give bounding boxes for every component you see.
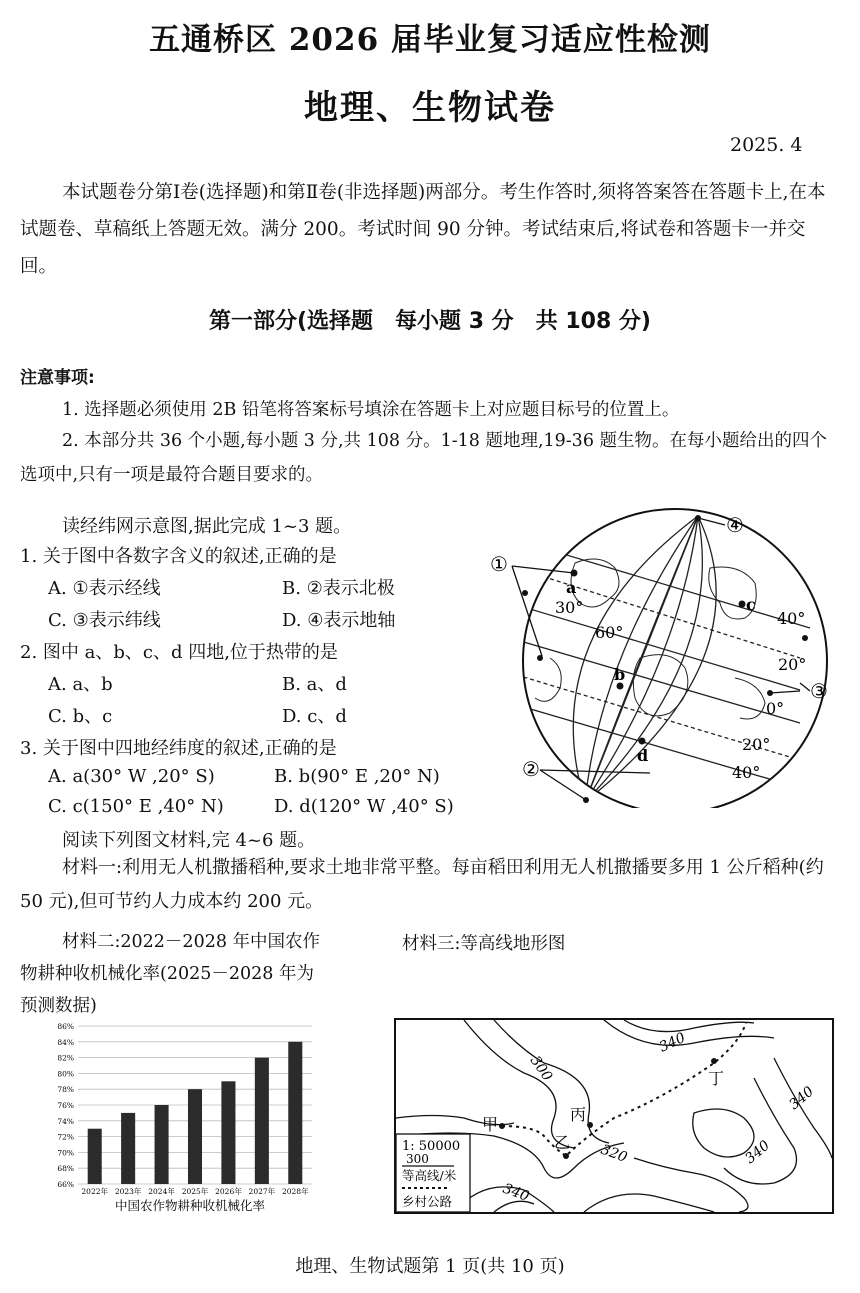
place-bing: 丙 [570, 1105, 587, 1124]
marker-4: ④ [726, 513, 744, 537]
material-2-line-2: 物耕种收机械化率(2025－2028 年为 [20, 964, 314, 984]
contour-label-340-lower-right: 340 [742, 1137, 774, 1168]
lat-label-40n: 40° [777, 609, 806, 628]
lat-label-0: 0° [766, 699, 785, 718]
point-b-label: b [614, 665, 626, 684]
lat-label-20n: 20° [778, 655, 807, 674]
chart-bar-2028年 [288, 1042, 302, 1184]
place-bing-dot [587, 1122, 593, 1128]
chart-x-tick-label: 2025年 [181, 1187, 209, 1196]
chart-y-tick-label: 66% [57, 1180, 74, 1189]
contour-map [394, 1018, 834, 1214]
material-2-line-3: 预测数据) [20, 996, 97, 1016]
chart-y-tick-label: 68% [57, 1164, 74, 1174]
chart-title: 中国农作物耕种收机械化率 [114, 1198, 266, 1213]
chart-bar-2023年 [121, 1113, 135, 1184]
chart-bar-2025年 [188, 1089, 202, 1184]
notice-item-1: 1. 选择题必须使用 2B 铅笔将答案标号填涂在答题卡上对应题目标号的位置上。 [62, 400, 680, 420]
exam-date: 2025. 4 [730, 134, 803, 156]
question-1-option-a: A. ①表示经线 [48, 578, 161, 599]
point-c-dot [739, 601, 746, 608]
chart-x-tick-labels [81, 1186, 309, 1196]
place-ding: 丁 [708, 1069, 725, 1088]
chart-y-tick-label: 70% [57, 1148, 74, 1158]
mechanization-bar-chart [44, 1016, 324, 1216]
legend-contour-value: 300 [406, 1152, 429, 1166]
chart-y-tick-label: 72% [57, 1132, 74, 1142]
map-legend [396, 1134, 470, 1212]
chart-x-tick-label: 2027年 [248, 1187, 276, 1196]
chart-bar-2022年 [88, 1129, 102, 1184]
legend-scale: 1: 50000 [402, 1139, 461, 1154]
place-ding-dot [711, 1058, 717, 1064]
chart-x-tick-label: 2022年 [81, 1187, 109, 1196]
place-jia-dot [499, 1123, 505, 1129]
group2-intro: 阅读下列图文材料,完 4~6 题。 [62, 830, 316, 851]
group1-intro: 读经纬网示意图,据此完成 1~3 题。 [62, 516, 352, 537]
question-3-option-d: D. d(120° W ,40° S) [274, 796, 454, 817]
chart-x-tick-label: 2024年 [148, 1187, 175, 1196]
chart-bar-2026年 [221, 1081, 235, 1184]
chart-bars [88, 1042, 303, 1184]
question-2-option-a: A. a、b [48, 674, 113, 695]
question-2-stem: 2. 图中 a、b、c、d 四地,位于热带的是 [20, 642, 338, 663]
chart-y-tick-labels [57, 1022, 74, 1189]
question-1-stem: 1. 关于图中各数字含义的叙述,正确的是 [20, 546, 337, 567]
chart-x-tick-label: 2023年 [114, 1187, 142, 1196]
question-2-option-b: B. a、d [282, 674, 347, 695]
material-1: 材料一:利用无人机撒播稻种,要求土地非常平整。每亩稻田利用无人机撒播要多用 1 公斤稻种(约 50 元),但可节约人力成本约 200 元。 [20, 857, 824, 912]
contour-label-300: 300 [526, 1053, 556, 1085]
chart-bar-2024年 [155, 1105, 169, 1184]
chart-x-tick-label: 2026年 [215, 1187, 242, 1196]
question-3-option-b: B. b(90° E ,20° N) [274, 766, 440, 787]
section-title: 第一部分(选择题 每小题 3 分 共 108 分) [209, 309, 651, 334]
globe-figure [480, 508, 850, 808]
lon-label-60: 60° [595, 623, 624, 642]
material-2-line-1: 材料二:2022－2028 年中国农作 [62, 932, 321, 952]
contour-label-340-right: 340 [786, 1083, 818, 1114]
question-1-option-b: B. ②表示北极 [282, 578, 395, 599]
chart-y-tick-label: 84% [57, 1037, 74, 1047]
chart-y-tick-label: 78% [57, 1085, 74, 1095]
question-3-option-a: A. a(30° W ,20° S) [48, 766, 215, 787]
marker-2: ② [522, 757, 540, 781]
chart-y-tick-label: 86% [57, 1022, 74, 1031]
lat-label-40s: 40° [732, 763, 761, 782]
place-jia: 甲 [482, 1115, 499, 1134]
contour-label-340-bottom: 340 [500, 1180, 532, 1205]
point-a-label: a [566, 578, 577, 597]
page-footer: 地理、生物试题第 1 页(共 10 页) [295, 1256, 565, 1277]
question-2-option-d: D. c、d [282, 706, 347, 727]
legend-contour-text: 等高线/米 [402, 1168, 457, 1183]
lat-label-30: 30° [555, 598, 584, 617]
legend-road-text: 乡村公路 [402, 1194, 453, 1209]
question-2-option-c: C. b、c [48, 706, 113, 727]
chart-y-tick-label: 74% [57, 1116, 74, 1126]
exam-title: 五通桥区 2026 届毕业复习适应性检测 [149, 22, 711, 58]
marker-3: ③ [810, 679, 828, 703]
notice-item-2: 2. 本部分共 36 个小题,每小题 3 分,共 108 分。1-18 题地理,19-36 题生物。在每小题给出的四个选项中,只有一项是最符合题目要求的。 [20, 431, 828, 485]
question-1-option-d: D. ④表示地轴 [282, 610, 396, 631]
exam-subtitle: 地理、生物试卷 [304, 88, 556, 128]
question-3-stem: 3. 关于图中四地经纬度的叙述,正确的是 [20, 738, 337, 759]
point-c-label: c [746, 595, 756, 614]
question-1-option-c: C. ③表示纬线 [48, 610, 161, 631]
place-yi-dot [563, 1153, 569, 1159]
material-2-caption [20, 926, 370, 1022]
question-3-option-c: C. c(150° E ,40° N) [48, 796, 224, 817]
contour-label-340-top: 340 [656, 1029, 688, 1056]
material-3-title: 材料三:等高线地形图 [402, 934, 566, 954]
point-d-label: d [637, 746, 649, 765]
chart-bar-2027年 [255, 1058, 269, 1184]
lat-label-20s: 20° [742, 735, 771, 754]
chart-y-tick-label: 82% [57, 1053, 74, 1063]
intro-paragraph: 本试题卷分第Ⅰ卷(选择题)和第Ⅱ卷(非选择题)两部分。考生作答时,须将答案答在答题卡上,在本试题卷、草稿纸上答题无效。满分 200。考试时间 90 分钟。考试结束后,将试卷和答题卡一并交回。 [20, 182, 826, 277]
contour-label-320: 320 [598, 1141, 630, 1166]
place-yi: 乙 [554, 1133, 571, 1152]
chart-y-tick-label: 80% [57, 1069, 74, 1079]
chart-y-tick-label: 76% [57, 1101, 74, 1110]
marker-1: ① [490, 552, 508, 576]
point-d-dot [639, 738, 646, 745]
chart-x-tick-label: 2028年 [281, 1187, 309, 1196]
notice-heading: 注意事项: [20, 368, 95, 388]
